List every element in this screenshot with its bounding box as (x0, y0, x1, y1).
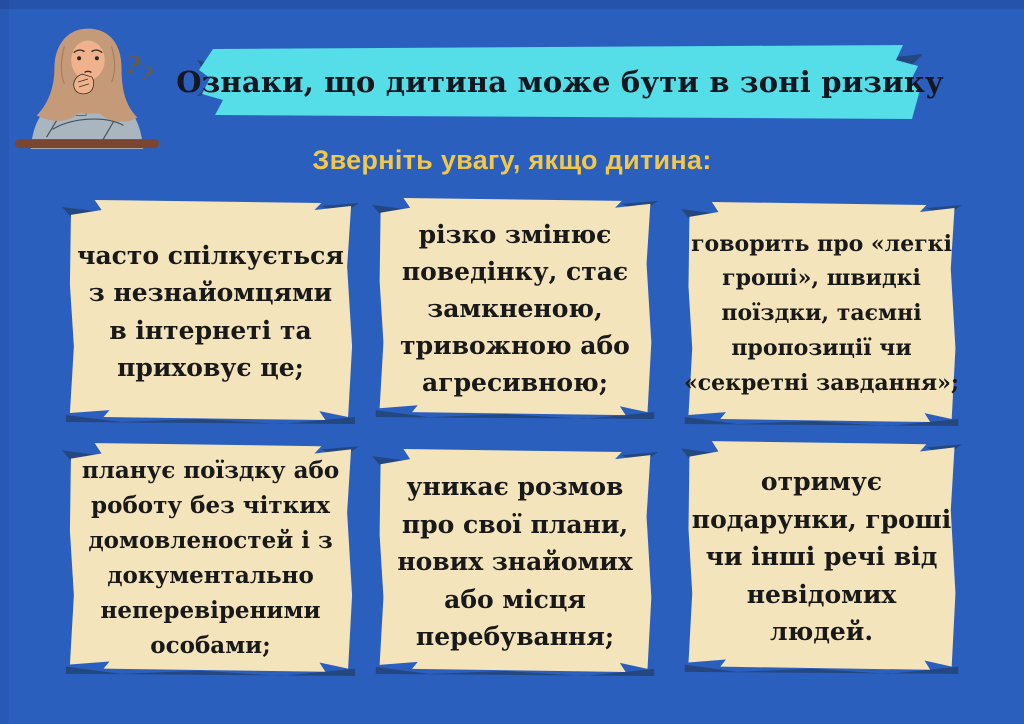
card-text-line: з незнайомцями (88, 278, 333, 307)
poster-title: Ознаки, що дитина може бути в зоні ризику (176, 65, 944, 99)
svg-text:?: ? (121, 49, 144, 83)
card-text-line: роботу без чітких (91, 492, 330, 520)
risk-sign-card-1 (62, 197, 359, 426)
card-text (684, 463, 959, 651)
card-text-line: часто спілкується (77, 240, 344, 270)
card-text-line: чи інші речі від (705, 542, 938, 572)
card-text-line: поведінку, стає (401, 256, 629, 286)
card-text-line: говорить про «легкі (691, 230, 952, 257)
card-text-line: тривожною або (400, 330, 630, 360)
card-text-line: подарунки, гроші (691, 504, 952, 534)
card-text-line: особами; (150, 631, 271, 659)
card-text-line: агресивною; (422, 367, 608, 397)
card-text-line: різко змінює (418, 219, 612, 249)
risk-sign-card-5 (372, 446, 658, 678)
card-text-line: невідомих (746, 579, 897, 609)
risk-sign-card-6 (681, 438, 962, 676)
card-text-line: перебування; (415, 622, 615, 652)
risk-sign-card-4 (62, 440, 359, 678)
card-text-line: неперевіреними (100, 596, 321, 624)
card-text (676, 227, 967, 401)
card-text-line: в інтернеті та (109, 315, 312, 345)
title-banner (176, 42, 944, 122)
card-text-line: планує поїздку або (81, 457, 340, 485)
card-text-line: приховує це; (117, 353, 304, 382)
card-text-line: гроші», швидкі (722, 265, 921, 292)
card-text-line: документально (107, 562, 314, 589)
card-text-line: або місця (444, 584, 586, 614)
svg-text:?: ? (137, 62, 156, 87)
card-text (392, 216, 638, 401)
card-text-line: замкненою, (427, 293, 603, 323)
card-text-line: уникає розмов (406, 472, 624, 502)
card-text-line: нових знайомих (397, 547, 633, 577)
card-text-line: «секретні завдання»; (684, 369, 959, 396)
card-text (74, 454, 347, 664)
card-text (69, 237, 352, 387)
poster-subtitle: Зверніть увагу, якщо дитина: (312, 145, 712, 175)
card-text-line: отримує (760, 467, 883, 497)
card-text (389, 468, 640, 656)
card-text-line: домовленостей і з (88, 527, 333, 555)
card-text-line: поїздки, таємні (721, 300, 922, 327)
thinking-woman-illustration (12, 5, 162, 153)
card-text-line: пропозиції чи (731, 334, 912, 361)
card-text-line: людей. (769, 617, 874, 647)
question-marks-icon (122, 50, 156, 87)
hand-on-chin (74, 74, 94, 94)
risk-sign-card-2 (372, 195, 658, 421)
card-text-line: про свої плани, (401, 509, 629, 539)
risk-sign-card-3 (681, 199, 962, 428)
